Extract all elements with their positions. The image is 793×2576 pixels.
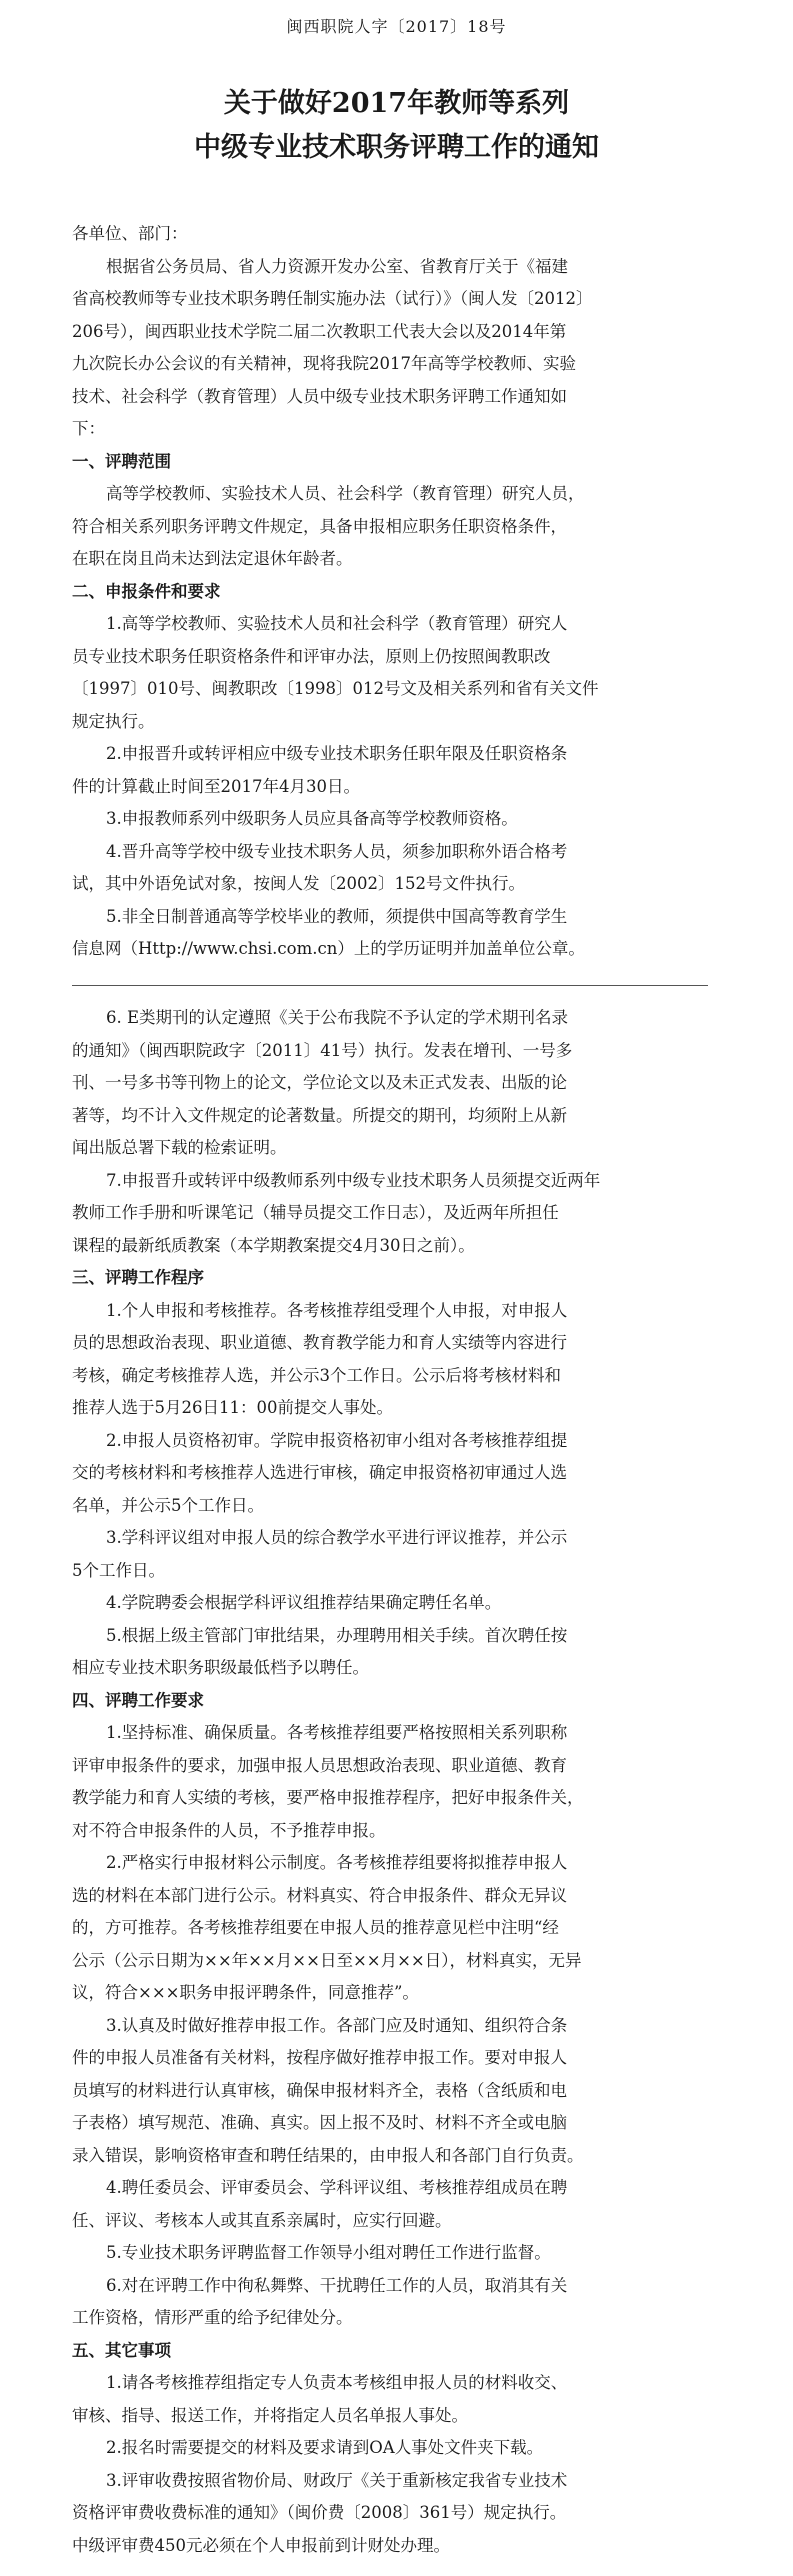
text-line: 教学能力和育人实绩的考核，要严格申报推荐程序，把好申报条件关， bbox=[72, 1788, 584, 1807]
text-line: 1.坚持标准、确保质量。各考核推荐组要严格按照相关系列职称 bbox=[106, 1723, 568, 1742]
text-line: 1.高等学校教师、实验技术人员和社会科学（教育管理）研究人 bbox=[106, 614, 568, 633]
text-line: 中级评审费450元必须在个人申报前到计财处办理。 bbox=[72, 2535, 450, 2555]
text-line: 206号），闽西职业技术学院二届二次教职工代表大会以及2014年第 bbox=[72, 321, 567, 341]
text-line: 对不符合申报条件的人员，不予推荐申报。 bbox=[72, 1820, 386, 1840]
text-line: 员填写的材料进行认真审核，确保申报材料齐全，表格（含纸质和电 bbox=[72, 2080, 567, 2100]
text-line: 3.认真及时做好推荐申报工作。各部门应及时通知、组织符合条 bbox=[106, 2015, 568, 2035]
text-line: 各单位、部门： bbox=[72, 224, 188, 243]
text-line: 高等学校教师、实验技术人员、社会科学（教育管理）研究人员， bbox=[106, 484, 585, 503]
section-heading: 五、其它事项 bbox=[72, 2340, 171, 2360]
text-line: 考核，确定考核推荐人选，并公示3个工作日。公示后将考核材料和 bbox=[72, 1365, 561, 1385]
text-line: 信息网（Http://www.chsi.com.cn）上的学历证明并加盖单位公章。 bbox=[72, 939, 585, 958]
text-line: 审核、指导、报送工作，并将指定人员名单报人事处。 bbox=[72, 2405, 468, 2425]
text-line: 刊、一号多书等刊物上的论文，学位论文以及未正式发表、出版的论 bbox=[72, 1073, 567, 1092]
text-line: 〔1997〕010号、闽教职改〔1998〕012号文及相关系列和省有关文件 bbox=[72, 679, 599, 698]
text-line: 闻出版总署下载的检索证明。 bbox=[72, 1138, 287, 1157]
text-line: 选的材料在本部门进行公示。材料真实、符合申报条件、群众无异议 bbox=[72, 1885, 567, 1905]
text-line: 技术、社会科学（教育管理）人员中级专业技术职务评聘工作通知如 bbox=[72, 386, 567, 406]
title-line-1: 关于做好2017年教师等系列 bbox=[223, 88, 570, 119]
text-line: 4.聘任委员会、评审委员会、学科评议组、考核推荐组成员在聘 bbox=[106, 2178, 568, 2197]
text-line: 件的申报人员准备有关材料，按程序做好推荐申报工作。要对申报人 bbox=[72, 2048, 567, 2067]
text-line: 录入错误，影响资格审查和聘任结果的，由申报人和各部门自行负责。 bbox=[72, 2145, 584, 2165]
text-line: 九次院长办公会议的有关精神，现将我院2017年高等学校教师、实验 bbox=[72, 354, 576, 373]
section-heading: 一、评聘范围 bbox=[72, 451, 171, 471]
document-title bbox=[0, 82, 793, 170]
text-line: 4.学院聘委会根据学科评议组推荐结果确定聘任名单。 bbox=[106, 1593, 502, 1612]
text-line: 符合相关系列职务评聘文件规定，具备申报相应职务任职资格条件， bbox=[72, 516, 567, 536]
text-line: 1.请各考核推荐组指定专人负责本考核组申报人员的材料收交、 bbox=[106, 2373, 568, 2392]
text-line: 2.严格实行申报材料公示制度。各考核推荐组要将拟推荐申报人 bbox=[106, 1853, 568, 1872]
text-line: 子表格）填写规范、准确、真实。因上报不及时、材料不齐全或电脑 bbox=[72, 2113, 567, 2132]
text-line: 著等，均不计入文件规定的论著数量。所提交的期刊，均须附上从新 bbox=[72, 1105, 567, 1125]
text-line: 2.报名时需要提交的材料及要求请到OA人事处文件夹下载。 bbox=[106, 2438, 544, 2457]
text-line: 省高校教师等专业技术职务聘任制实施办法（试行）》（闽人发〔2012〕 bbox=[72, 289, 593, 308]
text-line: 评审申报条件的要求，加强申报人员思想政治表现、职业道德、教育 bbox=[72, 1755, 567, 1775]
body-text-part-2 bbox=[72, 1002, 732, 2562]
text-line: 4.晋升高等学校中级专业技术职务人员，须参加职称外语合格考 bbox=[106, 841, 568, 861]
text-line: 工作资格，情形严重的给予纪律处分。 bbox=[72, 2308, 353, 2327]
text-line: 推荐人选于5月26日11：00前提交人事处。 bbox=[72, 1398, 393, 1417]
text-line: 1.个人申报和考核推荐。各考核推荐组受理个人申报，对申报人 bbox=[106, 1300, 568, 1320]
text-line: 6. E类期刊的认定遵照《关于公布我院不予认定的学术期刊名录 bbox=[106, 1008, 569, 1027]
text-line: 相应专业技术职务职级最低档予以聘任。 bbox=[72, 1658, 369, 1677]
text-line: 试，其中外语免试对象，按闽人发〔2002〕152号文件执行。 bbox=[72, 874, 525, 893]
text-line: 3.申报教师系列中级职务人员应具备高等学校教师资格。 bbox=[106, 809, 518, 828]
text-line: 5个工作日。 bbox=[72, 1560, 165, 1580]
text-line: 在职在岗且尚未达到法定退休年龄者。 bbox=[72, 549, 353, 568]
section-heading: 二、申报条件和要求 bbox=[72, 581, 221, 601]
text-line: 5.专业技术职务评聘监督工作领导小组对聘任工作进行监督。 bbox=[106, 2243, 551, 2262]
text-line: 2.申报晋升或转评相应中级专业技术职务任职年限及任职资格条 bbox=[106, 744, 568, 763]
text-line: 交的考核材料和考核推荐人选进行审核，确定申报资格初审通过人选 bbox=[72, 1463, 567, 1482]
text-line: 3.学科评议组对申报人员的综合教学水平进行评议推荐，并公示 bbox=[106, 1528, 568, 1547]
text-line: 员的思想政治表现、职业道德、教育教学能力和育人实绩等内容进行 bbox=[72, 1333, 567, 1352]
text-line: 件的计算截止时间至2017年4月30日。 bbox=[72, 776, 360, 796]
text-line: 6.对在评聘工作中徇私舞弊、干扰聘任工作的人员，取消其有关 bbox=[106, 2275, 568, 2295]
text-line: 员专业技术职务任职资格条件和评审办法，原则上仍按照闽教职改 bbox=[72, 646, 551, 666]
text-line: 名单，并公示5个工作日。 bbox=[72, 1495, 264, 1515]
text-line: 5.非全日制普通高等学校毕业的教师，须提供中国高等教育学生 bbox=[106, 906, 568, 926]
text-line: 资格评审费收费标准的通知》（闽价费〔2008〕361号）规定执行。 bbox=[72, 2503, 567, 2522]
title-line-2: 中级专业技术职务评聘工作的通知 bbox=[194, 132, 599, 163]
section-divider bbox=[72, 985, 708, 986]
text-line: 教师工作手册和听课笔记（辅导员提交工作日志），及近两年所担任 bbox=[72, 1203, 559, 1222]
text-line: 任、评议、考核本人或其直系亲属时，应实行回避。 bbox=[72, 2210, 452, 2230]
text-line: 5.根据上级主管部门审批结果，办理聘用相关手续。首次聘任按 bbox=[106, 1625, 568, 1645]
text-line: 规定执行。 bbox=[72, 711, 155, 731]
section-heading: 三、评聘工作程序 bbox=[72, 1268, 204, 1287]
document-number: 闽西职院人字〔2017〕18号 bbox=[286, 17, 507, 36]
body-text-part-1 bbox=[72, 218, 732, 966]
text-line: 3.评审收费按照省物价局、财政厅《关于重新核定我省专业技术 bbox=[106, 2470, 568, 2490]
text-line: 根据省公务员局、省人力资源开发办公室、省教育厅关于《福建 bbox=[106, 256, 568, 276]
text-line: 下： bbox=[72, 419, 105, 438]
text-line: 2.申报人员资格初审。学院申报资格初审小组对各考核推荐组提 bbox=[106, 1430, 568, 1450]
text-line: 课程的最新纸质教案（本学期教案提交4月30日之前）。 bbox=[72, 1235, 475, 1255]
text-line: 7.申报晋升或转评中级教师系列中级专业技术职务人员须提交近两年 bbox=[106, 1170, 601, 1190]
section-heading: 四、评聘工作要求 bbox=[72, 1690, 204, 1710]
text-line: 公示（公示日期为××年××月××日至××月××日），材料真实，无异 bbox=[72, 1950, 582, 1970]
text-line: 的通知》（闽西职院政字〔2011〕41号）执行。发表在增刊、一号多 bbox=[72, 1040, 573, 1060]
text-line: 议，符合×××职务申报评聘条件，同意推荐”。 bbox=[72, 1983, 419, 2002]
text-line: 的，方可推荐。各考核推荐组要在申报人员的推荐意见栏中注明“经 bbox=[72, 1918, 559, 1937]
